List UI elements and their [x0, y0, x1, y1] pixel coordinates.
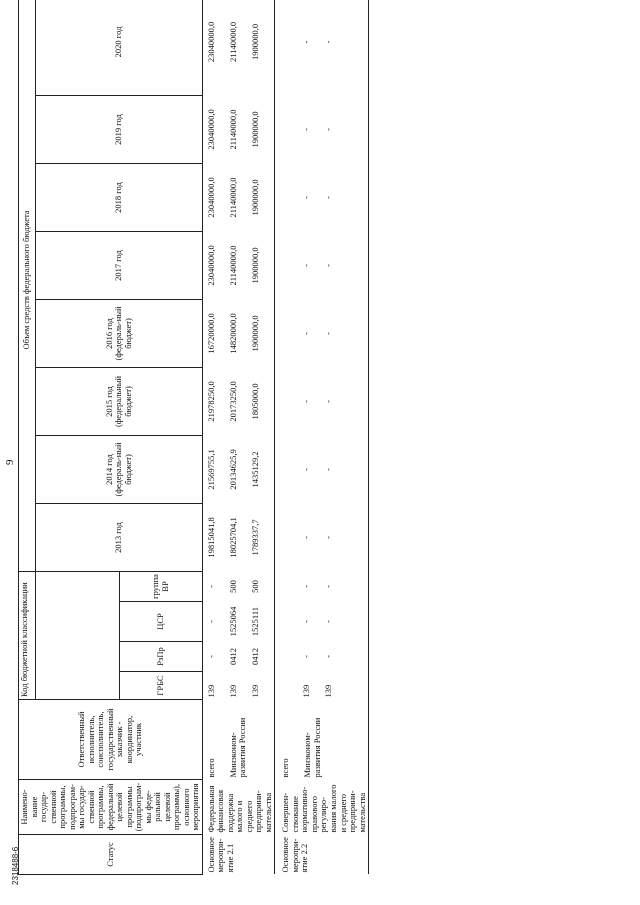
- vr-value: 500: [250, 580, 261, 593]
- value: 21569755,1: [206, 449, 217, 490]
- rzpr-cell: [275, 642, 369, 672]
- value: 21140000,0: [228, 177, 239, 218]
- rzpr-value: -: [301, 655, 312, 658]
- header-responsible: Ответственный исполнитель, соисполнитель, государственный заказчик - координатор, участник: [19, 700, 203, 780]
- value: 23040000,0: [206, 177, 217, 218]
- responsible-line: Минэконом-развития России: [302, 717, 322, 778]
- grbs-value: 139: [250, 684, 261, 698]
- value: 23040000,0: [206, 109, 217, 150]
- responsible-cell: [275, 700, 369, 780]
- value: -: [323, 40, 334, 44]
- value: 18025704,1: [228, 517, 239, 558]
- value: -: [301, 332, 312, 335]
- responsible-line: Минэконом-развития России: [227, 717, 248, 778]
- value: 23040000,0: [206, 245, 217, 286]
- value-2019-cell: [202, 95, 275, 163]
- value: -: [301, 400, 312, 403]
- value: 1900000,0: [250, 23, 261, 60]
- table-row: [202, 0, 275, 875]
- value: -: [301, 128, 312, 131]
- grbs-value: 139: [301, 684, 312, 698]
- value-2014-cell: [202, 435, 275, 503]
- header-2014: 2014 год (федераль-ный бюджет): [36, 435, 203, 503]
- header-row-1: [19, 0, 36, 875]
- value-2018-cell: [202, 163, 275, 231]
- value: -: [301, 536, 312, 539]
- value: -: [301, 264, 312, 267]
- value-2016-cell: [275, 299, 369, 367]
- value: -: [323, 400, 334, 403]
- name-cell: Федеральная финансовая поддержка малого и среднего предприни-мательства: [202, 780, 275, 835]
- header-csr: ЦСР: [119, 602, 202, 642]
- header-budget-code-spacer: [36, 571, 120, 699]
- header-2015: 2015 год (федеральный бюджет): [36, 367, 203, 435]
- rzpr-value: 0412: [250, 648, 261, 665]
- value-2015-cell: [202, 367, 275, 435]
- value: -: [323, 332, 334, 335]
- status-cell: Основное меропри-ятие 2.2: [275, 835, 369, 875]
- responsible-cell: [202, 700, 275, 780]
- header-2017: 2017 год: [36, 231, 203, 299]
- value-2015-cell: [275, 367, 369, 435]
- csr-cell: [275, 602, 369, 642]
- header-vr: группа ВР: [119, 571, 202, 601]
- document-number: 2318488-6: [11, 846, 20, 885]
- value: 1435129,2: [250, 451, 261, 488]
- value: 14820000,0: [228, 313, 239, 354]
- value: 20173250,0: [228, 381, 239, 422]
- value: 21140000,0: [228, 109, 239, 150]
- header-2019: 2019 год: [36, 95, 203, 163]
- status-cell: Основное меропри-ятие 2.1: [202, 835, 275, 875]
- value: -: [323, 196, 334, 199]
- value: 16720000,0: [206, 313, 217, 354]
- vr-value: 500: [228, 580, 239, 593]
- csr-value: -: [206, 620, 217, 623]
- csr-value: -: [323, 620, 334, 623]
- grbs-cell: [275, 672, 369, 700]
- value-2014-cell: [275, 435, 369, 503]
- header-rzpr: РзПр: [119, 642, 202, 672]
- value: 1900000,0: [250, 179, 261, 216]
- value-2017-cell: [275, 231, 369, 299]
- value: -: [301, 196, 312, 199]
- responsible-line: всего: [280, 758, 291, 778]
- value-2016-cell: [202, 299, 275, 367]
- value: -: [301, 468, 312, 471]
- csr-value: 1525064: [228, 606, 239, 637]
- grbs-value: 139: [323, 684, 334, 698]
- value: -: [323, 264, 334, 267]
- vr-value: -: [206, 585, 217, 588]
- value: 1900000,0: [250, 247, 261, 284]
- value: -: [323, 468, 334, 471]
- vr-value: -: [323, 585, 334, 588]
- table-row: [275, 0, 369, 875]
- header-grbs: ГРБС: [119, 672, 202, 700]
- name-cell: Совершен-ствование нормативно-правового регулиро-вания малого и среднего предприни-мательства: [275, 780, 369, 835]
- header-2020: 2020 год: [36, 0, 203, 95]
- csr-value: -: [301, 620, 312, 623]
- page-number: 9: [4, 459, 16, 465]
- header-name: Наимено-вание государ-ственной программы, подпрограм-мы государ-ственной программы, федеральной целевой программы (подпрограм-мы феде-ральной целевой программы), основного мероприятия: [19, 780, 203, 835]
- grbs-value: 139: [206, 684, 217, 698]
- value: -: [301, 40, 312, 44]
- responsible-line: всего: [205, 758, 216, 778]
- header-2013: 2013 год: [36, 503, 203, 571]
- header-status: Статус: [19, 835, 203, 875]
- value-2017-cell: [202, 231, 275, 299]
- value: 21978250,0: [206, 381, 217, 422]
- value: 23040000,0: [206, 21, 217, 63]
- value: 21140000,0: [228, 245, 239, 286]
- value-2019-cell: [275, 95, 369, 163]
- value-2020-cell: [275, 0, 369, 95]
- value: 1805000,0: [250, 383, 261, 420]
- value-2018-cell: [275, 163, 369, 231]
- grbs-value: 139: [228, 684, 239, 698]
- csr-value: 1525111: [250, 606, 261, 637]
- value-2020-cell: [202, 0, 275, 95]
- value-2013-cell: [202, 503, 275, 571]
- header-2016: 2016 год (федераль-ный бюджет): [36, 299, 203, 367]
- value: 1789337,7: [250, 519, 261, 556]
- value: -: [323, 128, 334, 131]
- value-2013-cell: [275, 503, 369, 571]
- rzpr-cell: [202, 642, 275, 672]
- rzpr-value: -: [206, 655, 217, 658]
- budget-table: [18, 0, 369, 875]
- vr-cell: [202, 571, 275, 601]
- header-budget-code: Код бюджетной классификации: [19, 571, 36, 699]
- rzpr-value: -: [323, 655, 334, 658]
- grbs-cell: [202, 672, 275, 700]
- rzpr-value: 0412: [228, 648, 239, 665]
- value: -: [323, 536, 334, 539]
- value: 1900000,0: [250, 315, 261, 352]
- vr-cell: [275, 571, 369, 601]
- vr-value: -: [301, 585, 312, 588]
- value: 19815041,8: [206, 517, 217, 558]
- value: 20134625,9: [228, 449, 239, 490]
- csr-cell: [202, 602, 275, 642]
- header-2018: 2018 год: [36, 163, 203, 231]
- value: 1900000,0: [250, 111, 261, 148]
- value: 21140000,0: [228, 21, 239, 62]
- header-federal-volume: Объем средств федерального бюджета: [19, 0, 36, 571]
